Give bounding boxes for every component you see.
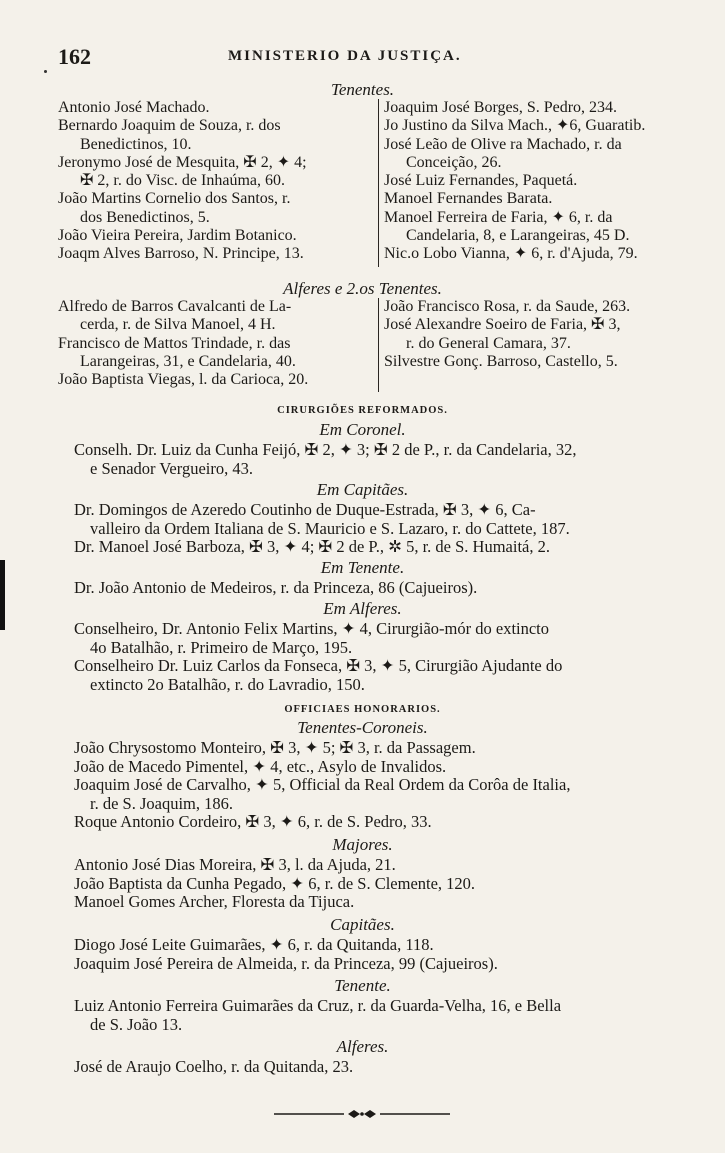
list-item: João Francisco Rosa, r. da Saude, 263. bbox=[384, 298, 631, 315]
list-item: Manoel Gomes Archer, Floresta da Tijuca. bbox=[74, 893, 355, 912]
list-item: José de Araujo Coelho, r. da Quitanda, 23. bbox=[74, 1058, 354, 1076]
end-ornament bbox=[274, 1108, 450, 1120]
ink-speck bbox=[44, 70, 47, 73]
section-heading-honorarios: OFFICIAES HONORARIOS. bbox=[284, 704, 441, 715]
subheading-em-coronel: Em Coronel. bbox=[319, 420, 406, 439]
list-item: João Vieira Pereira, Jardim Botanico. bbox=[58, 227, 297, 245]
tenentes-right-column bbox=[384, 99, 682, 264]
subheading-em-capitaes: Em Capitães. bbox=[316, 480, 409, 499]
list-item: Antonio José Machado. bbox=[58, 99, 210, 116]
column-divider bbox=[378, 298, 379, 392]
list-item: Luiz Antonio Ferreira Guimarães da Cruz, r. da Guarda-Velha, 16, e Bella bbox=[74, 997, 562, 1015]
subheading-tenentes-coroneis: Tenentes-Coroneis. bbox=[297, 718, 428, 737]
list-item: Dr. João Antonio de Medeiros, r. da Princeza, 86 (Cajueiros). bbox=[74, 579, 478, 597]
list-item: Francisco de Mattos Trindade, r. das bbox=[58, 334, 291, 352]
list-item: Jo Justino da Silva Mach., ✦6, Guaratib. bbox=[384, 117, 646, 135]
running-title: MINISTERIO DA JUSTIÇA. bbox=[228, 48, 462, 64]
list-item: dos Benedictinos, 5. bbox=[80, 208, 210, 226]
list-item: de S. João 13. bbox=[90, 1015, 183, 1034]
list-item: extincto 2o Batalhão, r. do Lavradio, 150. bbox=[90, 675, 365, 694]
list-item: Conselheiro, Dr. Antonio Felix Martins, ✦ 4, Cirurgião-mór do extincto bbox=[74, 620, 550, 638]
list-item: ✠ 2, r. do Visc. de Inhaúma, 60. bbox=[80, 172, 286, 190]
subheading-capitaes: Capitães. bbox=[330, 915, 395, 934]
list-item: cerda, r. de Silva Manoel, 4 H. bbox=[80, 316, 276, 334]
capitaes-honorarios-entries bbox=[74, 936, 682, 973]
list-item: Conceição, 26. bbox=[406, 153, 502, 171]
list-item: Bernardo Joaquim de Souza, r. dos bbox=[58, 117, 281, 135]
alferes-honorarios-entries bbox=[74, 1058, 682, 1077]
alferes-entries bbox=[74, 620, 682, 694]
list-item: r. do General Camara, 37. bbox=[406, 334, 571, 352]
section-heading-tenentes: Tenentes. bbox=[330, 80, 395, 99]
list-item: Joaquim José Pereira de Almeida, r. da Princeza, 99 (Cajueiros). bbox=[74, 954, 498, 973]
subheading-em-tenente: Em Tenente. bbox=[320, 558, 405, 577]
list-item: Joaquim José Borges, S. Pedro, 234. bbox=[384, 99, 618, 116]
list-item: Conselheiro Dr. Luiz Carlos da Fonseca, ✠ 3, ✦ 5, Cirurgião Ajudante do bbox=[74, 657, 563, 676]
list-item: 4o Batalhão, r. Primeiro de Março, 195. bbox=[90, 638, 353, 657]
list-item: Joaqm Alves Barroso, N. Principe, 13. bbox=[58, 245, 304, 263]
list-item: Manoel Ferreira de Faria, ✦ 6, r. da bbox=[384, 208, 613, 226]
list-item: r. de S. Joaquim, 186. bbox=[90, 794, 233, 813]
alferes-left-column bbox=[58, 298, 374, 389]
list-item: Benedictinos, 10. bbox=[80, 135, 192, 153]
coronel-entries bbox=[74, 441, 682, 478]
list-item: Joaquim José de Carvalho, ✦ 5, Official da Real Ordem da Corôa de Italia, bbox=[74, 776, 571, 795]
list-item: Dr. Manoel José Barboza, ✠ 3, ✦ 4; ✠ 2 de P., ✲ 5, r. de S. Humaitá, 2. bbox=[74, 538, 550, 557]
list-item: João Martins Cornelio dos Santos, r. bbox=[58, 190, 291, 208]
list-item: Alfredo de Barros Cavalcanti de La- bbox=[58, 298, 292, 315]
tenente-honorarios-entries bbox=[74, 997, 682, 1034]
subheading-tenente: Tenente. bbox=[334, 976, 391, 995]
tenentes-left-column bbox=[58, 99, 374, 264]
capitaes-entries bbox=[74, 501, 682, 557]
list-item: valleiro da Ordem Italiana de S. Mauricio e S. Lazaro, r. do Cattete, 187. bbox=[90, 519, 570, 538]
list-item: Antonio José Dias Moreira, ✠ 3, l. da Ajuda, 21. bbox=[74, 856, 396, 874]
list-item: Jeronymo José de Mesquita, ✠ 2, ✦ 4; bbox=[58, 153, 307, 171]
list-item: José Leão de Olive ra Machado, r. da bbox=[384, 135, 622, 153]
list-item: e Senador Vergueiro, 43. bbox=[90, 459, 253, 478]
list-item: Silvestre Gonç. Barroso, Castello, 5. bbox=[384, 352, 618, 370]
list-item: João Baptista Viegas, l. da Carioca, 20. bbox=[58, 371, 309, 389]
tenente-entries bbox=[74, 579, 682, 598]
list-item: José Luiz Fernandes, Paquetá. bbox=[384, 172, 578, 190]
list-item: José Alexandre Soeiro de Faria, ✠ 3, bbox=[384, 316, 621, 334]
list-item: Nic.o Lobo Vianna, ✦ 6, r. d'Ajuda, 79. bbox=[384, 245, 638, 263]
subheading-majores: Majores. bbox=[332, 835, 393, 854]
alferes-columns bbox=[58, 298, 682, 392]
section-heading-cirurgioes: CIRURGIÕES REFORMADOS. bbox=[277, 405, 448, 416]
column-divider bbox=[378, 99, 379, 267]
list-item: Candelaria, 8, e Larangeiras, 45 D. bbox=[406, 227, 630, 245]
list-item: Larangeiras, 31, e Candelaria, 40. bbox=[80, 352, 296, 370]
subheading-em-alferes: Em Alferes. bbox=[323, 599, 402, 618]
subheading-alferes: Alferes. bbox=[336, 1037, 389, 1056]
page-number: 162 bbox=[58, 44, 91, 69]
section-heading-alferes-tenentes: Alferes e 2.os Tenentes. bbox=[283, 279, 442, 298]
tenentes-columns bbox=[58, 99, 682, 267]
list-item: Dr. Domingos de Azeredo Coutinho de Duque-Estrada, ✠ 3, ✦ 6, Ca- bbox=[74, 501, 536, 519]
list-item: João de Macedo Pimentel, ✦ 4, etc., Asylo de Invalidos. bbox=[74, 757, 447, 776]
list-item: Diogo José Leite Guimarães, ✦ 6, r. da Quitanda, 118. bbox=[74, 936, 434, 954]
list-item: Manoel Fernandes Barata. bbox=[384, 190, 553, 208]
list-item: João Chrysostomo Monteiro, ✠ 3, ✦ 5; ✠ 3, r. da Passagem. bbox=[74, 739, 476, 757]
majores-entries bbox=[74, 856, 682, 912]
page-header bbox=[58, 44, 670, 72]
list-item: Conselh. Dr. Luiz da Cunha Feijó, ✠ 2, ✦ 3; ✠ 2 de P., r. da Candelaria, 32, bbox=[74, 441, 577, 459]
alferes-right-column bbox=[384, 298, 682, 371]
list-item: João Baptista da Cunha Pegado, ✦ 6, r. de S. Clemente, 120. bbox=[74, 874, 476, 893]
list-item: Roque Antonio Cordeiro, ✠ 3, ✦ 6, r. de S. Pedro, 33. bbox=[74, 813, 432, 832]
tenentes-coroneis-entries bbox=[74, 739, 682, 832]
